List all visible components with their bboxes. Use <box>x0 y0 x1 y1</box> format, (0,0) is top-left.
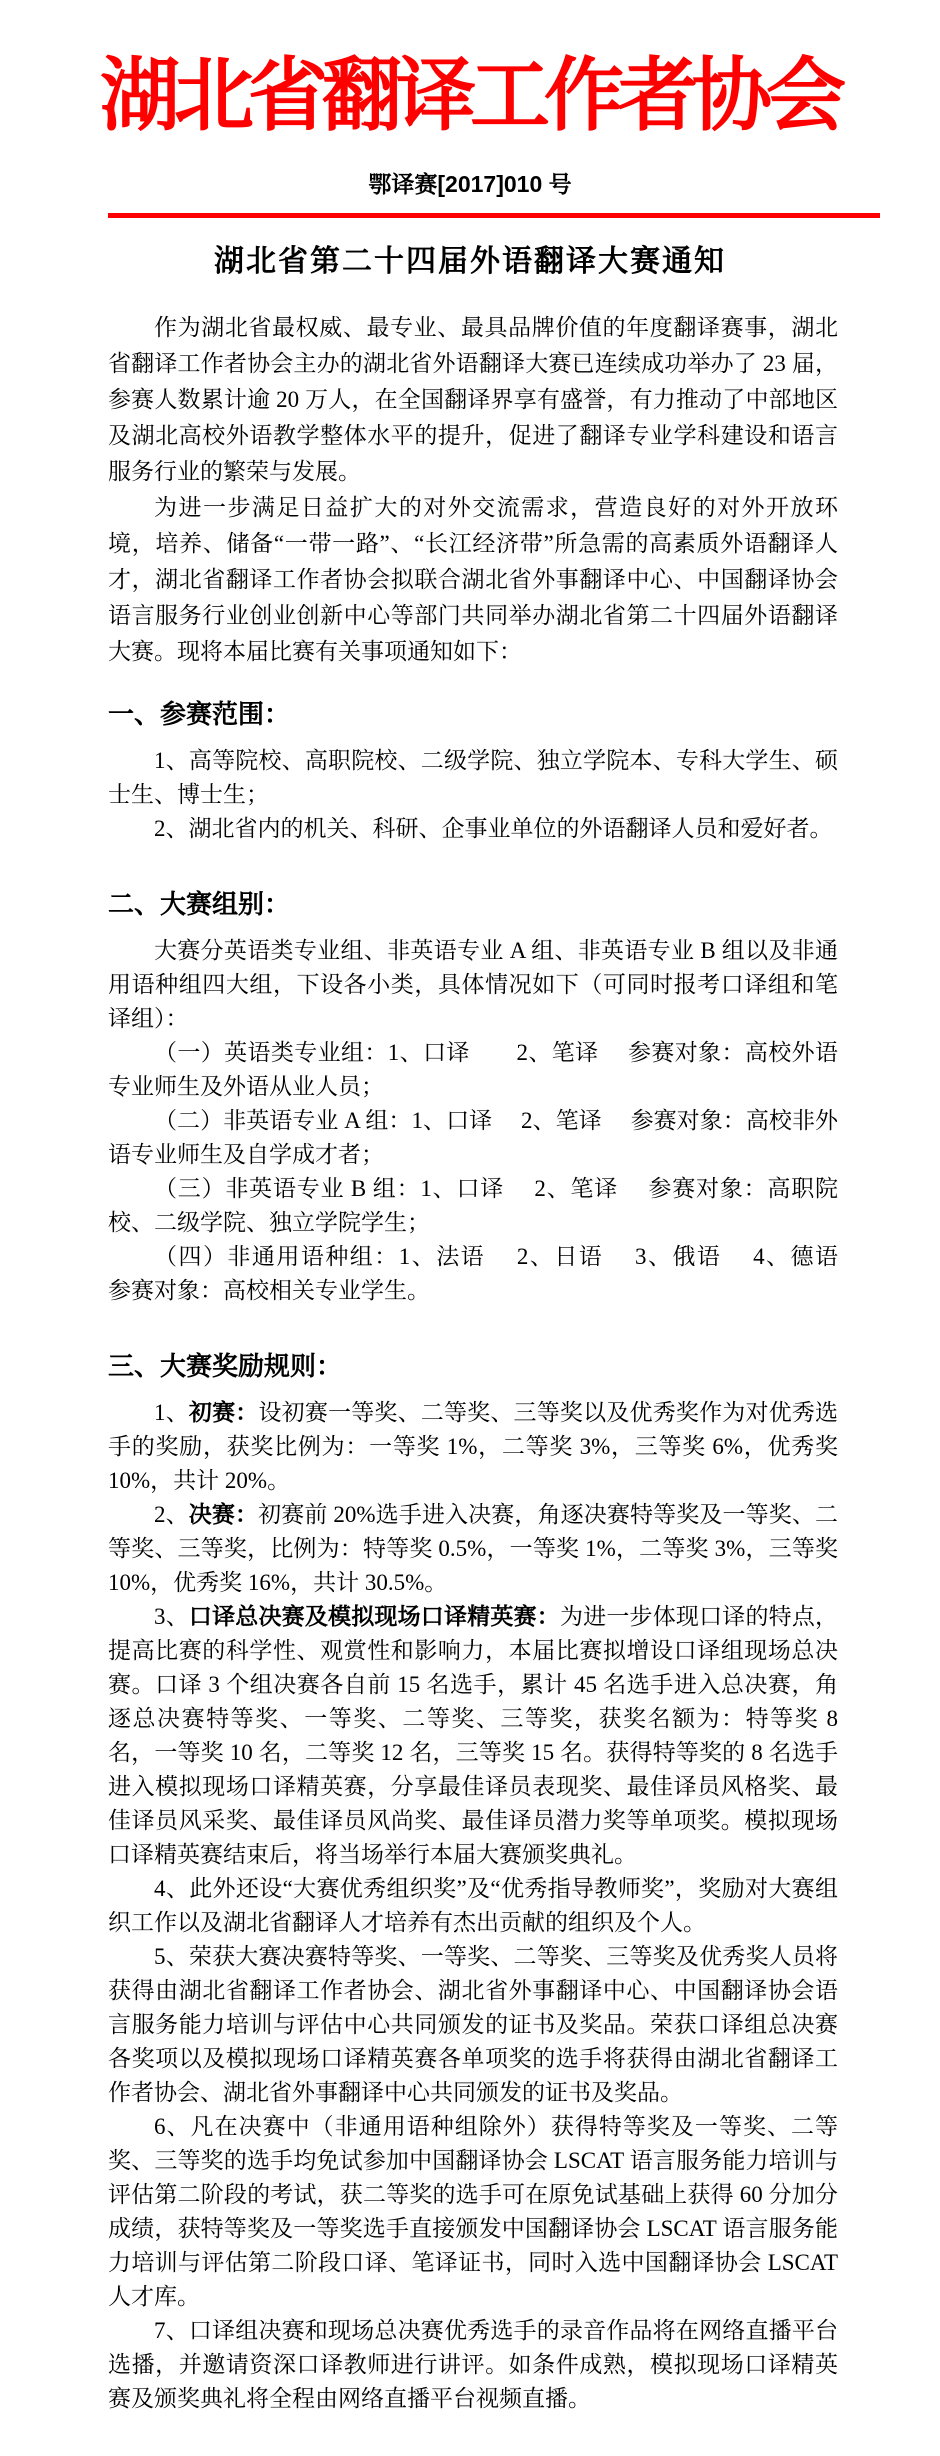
org-title: 湖北省翻译工作者协会 <box>100 51 840 140</box>
section-3-item-3 <box>108 1600 838 1872</box>
notice-body <box>0 310 940 2456</box>
item-number: 1、 <box>154 1400 189 1425</box>
section-2-item-3: （三）非英语专业 B 组：1、口译 2、笔译 参赛对象：高职院校、二级学院、独立学院学生； <box>108 1176 838 1235</box>
item-number: 3、 <box>154 1604 189 1629</box>
section-1-item-1: 1、高等院校、高职院校、二级学院、独立学院本、专科大学生、硕士生、博士生； <box>108 748 838 807</box>
letterhead-divider <box>108 213 880 218</box>
item-lead: 初赛： <box>188 1400 259 1425</box>
item-text: 荣获大赛决赛特等奖、一等奖、二等奖、三等奖及优秀奖人员将获得由湖北省翻译工作者协会、湖北省外事翻译中心、中国翻译协会语言服务能力培训与评估中心共同颁发的证书及奖品。荣获口译组总决赛各奖项以及模拟现场口译精英赛各单项奖的选手将获得由湖北省翻译工作者协会、湖北省外事翻译中心共同颁发的证书及奖品。 <box>108 1944 839 2105</box>
item-number: 6、 <box>154 2114 191 2139</box>
item-lead: 决赛： <box>188 1502 259 1527</box>
section-3-item-2 <box>108 1498 838 1600</box>
section-2-heading: 二、大赛组别： <box>108 889 291 919</box>
document-number: 鄂译赛[2017]010 号 <box>368 171 572 197</box>
section-2-item-4: （四）非通用语种组：1、法语 2、日语 3、俄语 4、德语 参赛对象：高校相关专业学生。 <box>108 1244 867 1303</box>
notice-title: 湖北省第二十四届外语翻译大赛通知 <box>214 245 726 278</box>
section-3-item-7 <box>108 2314 838 2416</box>
intro-paragraph-2: 为进一步满足日益扩大的对外交流需求，营造良好的对外开放环境，培养、储备“一带一路”、“长江经济带”所急需的高素质外语翻译人才，湖北省翻译工作者协会拟联合湖北省外事翻译中心、中国翻译协会语言服务行业创业创新中心等部门共同举办湖北省第二十四届外语翻译大赛。现将本届比赛有关事项通知如下： <box>108 495 838 664</box>
item-text: 初赛前 20%选手进入决赛，角逐决赛特等奖及一等奖、二等奖、三等奖，比例为：特等奖 0.5%，一等奖 1%，二等奖 3%，三等奖 10%，优秀奖 16%，共计 30.5%。 <box>108 1502 838 1595</box>
section-3-item-1 <box>108 1396 838 1498</box>
section-1-heading: 一、参赛范围： <box>108 699 291 729</box>
item-text: 口译组决赛和现场总决赛优秀选手的录音作品将在网络直播平台选播，并邀请资深口译教师进行讲评。如条件成熟，模拟现场口译精英赛及颁奖典礼将全程由网络直播平台视频直播。 <box>108 2318 839 2411</box>
item-number: 5、 <box>154 1944 189 1969</box>
section-3-item-6 <box>108 2110 838 2314</box>
item-text: 为进一步体现口译的特点，提高比赛的科学性、观赏性和影响力，本届比赛拟增设口译组现场总决赛。口译 3 个组决赛各自前 15 名选手，累计 45 名选手进入总决赛，角逐总决赛特等奖、一等奖、二等奖、三等奖，获奖名额为：特等奖 8 名，一等奖 10 名，二等奖 12 名，三等奖 15 名。获得特等奖的 8 名选手进入模拟现场口译精英赛，分享最佳译员表现奖、最佳译员风格奖、最佳译员风采奖、最佳译员风尚奖、最佳译员潜力奖等单项奖。模拟现场口译精英赛结束后，将当场举行本届大赛颁奖典礼。 <box>108 1604 839 1867</box>
intro-paragraph-1: 作为湖北省最权威、最专业、最具品牌价值的年度翻译赛事，湖北省翻译工作者协会主办的湖北省外语翻译大赛已连续成功举办了 23 届，参赛人数累计逾 20 万人，在全国翻译界享有盛誉，有力推动了中部地区及湖北高校外语教学整体水平的提升，促进了翻译专业学科建设和语言服务行业的繁荣与发展。 <box>108 315 838 484</box>
section-3-item-5 <box>108 1940 838 2110</box>
section-2-intro: 大赛分英语类专业组、非英语专业 A 组、非英语专业 B 组以及非通用语种组四大组，下设各小类，具体情况如下（可同时报考口译组和笔译组）： <box>108 938 838 1031</box>
section-1-item-2: 2、湖北省内的机关、科研、企事业单位的外语翻译人员和爱好者。 <box>154 816 833 841</box>
section-3-item-4 <box>108 1872 838 1940</box>
item-number: 7、 <box>154 2318 189 2343</box>
item-text: 凡在决赛中（非通用语种组除外）获得特等奖及一等奖、二等奖、三等奖的选手均免试参加中国翻译协会 LSCAT 语言服务能力培训与评估第二阶段的考试，获二等奖的选手可在原免试基础上获得 60 分加分成绩，获特等奖及一等奖选手直接颁发中国翻译协会 LSCAT 语言服务能力培训与评估第二阶段口译、笔译证书，同时入选中国翻译协会 LSCAT 人才库。 <box>108 2114 839 2309</box>
item-number: 4、 <box>154 1876 190 1901</box>
item-text: 此外还设“大赛优秀组织奖”及“优秀指导教师奖”，奖励对大赛组织工作以及湖北省翻译人才培养有杰出贡献的组织及个人。 <box>108 1876 838 1935</box>
section-3-heading: 三、大赛奖励规则： <box>108 1351 343 1381</box>
item-lead: 口译总决赛及模拟现场口译精英赛： <box>188 1604 560 1629</box>
item-number: 2、 <box>154 1502 189 1527</box>
item-text: 设初赛一等奖、二等奖、三等奖以及优秀奖作为对优秀选手的奖励，获奖比例为：一等奖 1%，二等奖 3%，三等奖 6%，优秀奖 10%，共计 20%。 <box>108 1400 839 1493</box>
section-2-item-2: （二）非英语专业 A 组：1、口译 2、笔译 参赛对象：高校非外语专业师生及自学成才者； <box>108 1108 838 1167</box>
section-2-item-1: （一）英语类专业组：1、口译 2、笔译 参赛对象：高校外语专业师生及外语从业人员； <box>108 1040 838 1099</box>
